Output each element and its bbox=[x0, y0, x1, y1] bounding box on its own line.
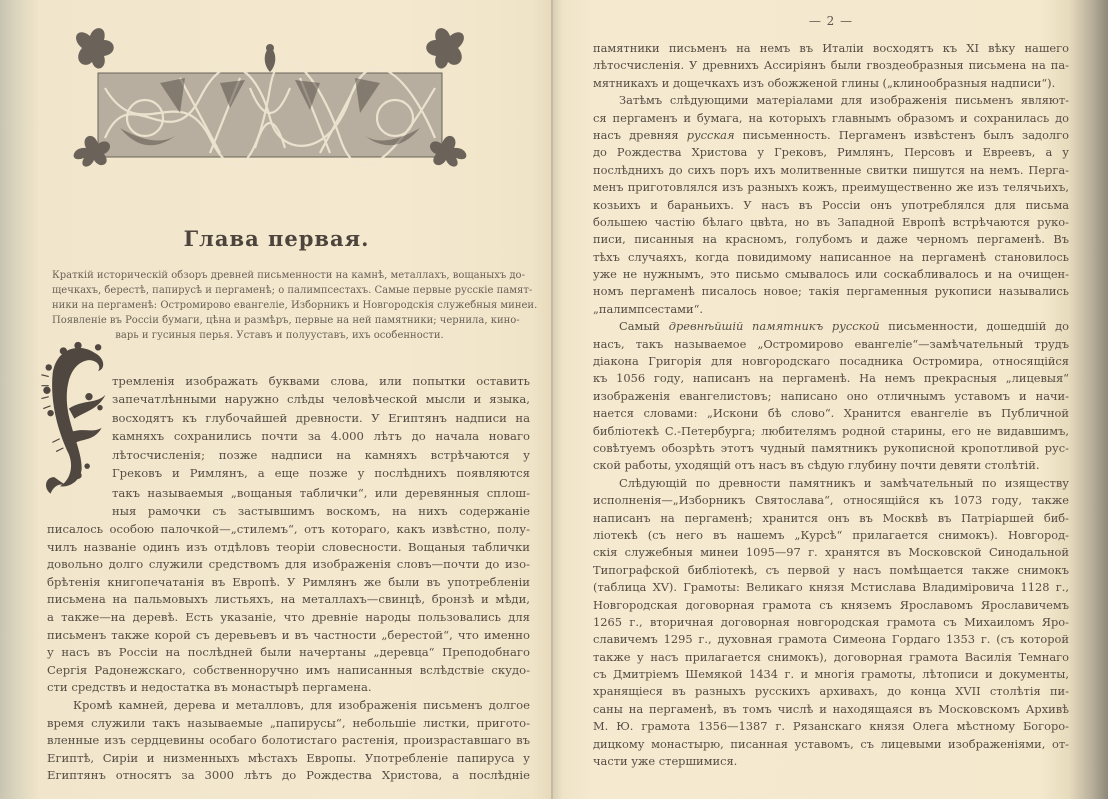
text-line: 1265 г., вторичная договорная новгородская грамота съ Михаиломъ Яро- bbox=[593, 614, 1069, 629]
text-line: сти средствъ и недостатка въ монастырѣ пергамена. bbox=[47, 680, 372, 695]
text-line: довольно долго служили средствомъ для изображенія словъ—почти до изо- bbox=[47, 557, 530, 572]
text-line: тѣхъ случаяхъ, когда повидимому написанное на пергаменѣ становилось bbox=[593, 249, 1069, 264]
text-line: такъ называемыя „вощаныя таблички“, или деревянныя сплош- bbox=[112, 486, 530, 500]
text-line: Типографской библіотекѣ, съ первой у насъ помѣщается также снимокъ bbox=[593, 562, 1069, 577]
text-line: тремленія изображать буквами слова, или попытки оставить bbox=[112, 374, 530, 388]
summary-line: Появленіе въ Россіи бумаги, цѣна и размѣръ, первые на ней памятники; чернила, кино- bbox=[52, 315, 520, 326]
text-line: нается словами: „Искони бѣ слово“. Хранится евангеліе въ Публичной bbox=[593, 406, 1069, 421]
body-text bbox=[47, 521, 530, 785]
text-line: восходятъ къ глубочайшей древности. У Египтянъ надписи на bbox=[112, 410, 530, 425]
text-line: ліотекѣ (съ него въ нашемъ „Курсѣ“ прилагается снимокъ). Новгород- bbox=[593, 527, 1069, 542]
text-line: библіотекѣ С.-Петербурга; любителямъ родной старины, его не видавшимъ, bbox=[593, 423, 1069, 438]
text-line: номъ пергаменѣ писалось новое; такія пергаменныя рукописи назывались bbox=[593, 284, 1069, 299]
text-line: лѣтосчисленія. У древнихъ Ассиріянъ были гвоздеобразныя письмена на па- bbox=[593, 58, 1069, 73]
text-line: вленные изъ сердцевины особаго болотистаго растенія, произраставшаго въ bbox=[47, 733, 530, 748]
text-line: діакона Григорія для новгородскаго посадника Остромира, относящійся bbox=[593, 354, 1069, 369]
text-line: части уже стершимися. bbox=[593, 754, 738, 769]
text-line: исполненія—„Изборникъ Святослава“, относящійся къ 1073 году, также bbox=[593, 493, 1069, 508]
text-line: дицкому монастырю, писанная уставомъ, съ лицевыми изображеніями, от- bbox=[593, 736, 1069, 751]
text-line: менъ приготовлялся изъ разныхъ кожъ, преимущественно же изъ телячьихъ, bbox=[593, 180, 1069, 195]
text-line: Новгородская договорная грамота съ княземъ Ярославомъ Ярославичемъ bbox=[593, 597, 1069, 612]
text-line: Грековъ и Римлянъ, а еще позже у послѣднихъ появляются bbox=[112, 465, 530, 480]
text-line: до Рождества Христова у Грековъ, Римлянъ, Персовъ и Евреевъ, а у bbox=[593, 145, 1069, 160]
text-line: Кромѣ камней, дерева и металловъ, для изображенія письменъ долгое bbox=[73, 697, 530, 712]
text-line: козьихъ и бараньихъ. У насъ въ Россіи онъ употреблялся для письма bbox=[593, 197, 1069, 212]
text-line: мятникахъ и дощечкахъ изъ обожженой глины („клинообразныя надписи“). bbox=[593, 75, 1056, 90]
body-text-indented-2 bbox=[112, 484, 530, 521]
text-line: написанъ на пергаменѣ; хранится онъ въ Москвѣ въ Патріаршей биб- bbox=[593, 510, 1069, 525]
emphasis-text: древнѣйшій памятникъ русской bbox=[668, 319, 880, 334]
chapter-title: Глава первая. bbox=[183, 226, 370, 251]
summary-line: варь и гусиныя перья. Уставъ и полууставъ, ихъ особенности. bbox=[115, 330, 444, 341]
left-page bbox=[0, 0, 553, 799]
text-line: уже не нужнымъ, это письмо смывалось или соскабливалось и на очищен- bbox=[593, 267, 1069, 282]
text-line: насъ, такъ называемое „Остромирово евангеліе“—замѣчательный трудъ bbox=[593, 336, 1069, 351]
text-line: камняхъ сохранились почти за 4.000 лѣтъ до начала новаго bbox=[112, 429, 530, 444]
text-line: изображенія евангелистовъ; написано оно отличнымъ уставомъ и начи- bbox=[593, 388, 1069, 403]
text-line: насъ древняя русская письменность. Пергаменъ извѣстенъ былъ задолго bbox=[593, 127, 1069, 142]
text-line: писалось особою палочкой—„стилемъ“, отъ котораго, какъ извѣстно, полу- bbox=[47, 522, 530, 536]
summary-line: ники на пергаменѣ: Остромирово евангеліе, Изборникъ и Новгородскія служебныя минеи. bbox=[52, 300, 538, 311]
text-line: время служили такъ называемые „папирусы“, небольшіе листки, пригото- bbox=[47, 715, 530, 730]
chapter-summary bbox=[52, 268, 538, 343]
text-line: къ 1056 году, написанъ на пергаменѣ. На немъ прекрасныя „лицевыя“ bbox=[593, 371, 1069, 386]
text-line: (таблица XV). Грамоты: Великаго князя Мстислава Владиміровича 1128 г., bbox=[593, 580, 1069, 595]
text-line: славичемъ 1295 г., духовная грамота Симеона Гордаго 1353 г. (съ которой bbox=[593, 632, 1069, 647]
text-line: послѣднихъ до сихъ поръ ихъ молитвенные свитки пишутся на немъ. Перга- bbox=[593, 162, 1069, 177]
text-line: съ Дмитріемъ Шемякой 1434 г. и многія грамоты, лѣтописи и документы, bbox=[593, 667, 1069, 682]
text-line: скія служебныя минеи 1095—97 г. хранятся въ Московской Синодальной bbox=[593, 545, 1069, 560]
right-page bbox=[553, 0, 1108, 799]
page-number: — 2 — bbox=[808, 14, 854, 28]
text-line: ныя рамочки съ застывшимъ воскомъ, на нихъ содержаніе bbox=[112, 504, 530, 519]
text-line: „палимпсестами“. bbox=[593, 301, 704, 316]
summary-line: щечкахъ, берестѣ, папирусѣ и пергаменѣ; о палимпсестахъ. Самые первые русскіе памят- bbox=[52, 285, 533, 296]
text-line: Египтянъ относятъ за 3000 лѣтъ до Рождества Христова, а послѣдніе bbox=[47, 768, 530, 783]
decorated-initial-icon bbox=[38, 340, 118, 500]
body-text-indented bbox=[112, 372, 530, 482]
text-line: Самый древнѣйшій памятникъ русской письменности, дошедшій до bbox=[619, 319, 1069, 334]
text-line: чилъ названіе одинъ изъ отдѣловъ теоріи словесности. Вощаныя таблички bbox=[47, 539, 530, 554]
summary-line: Краткій историческій обзоръ древней письменности на камнѣ, металлахъ, вощаныхъ до- bbox=[52, 270, 525, 281]
text-line: ся пергаменъ и бумага, на которыхъ главнымъ образомъ и сохранилась до bbox=[593, 110, 1069, 125]
text-line: М. Ю. грамота 1356—1387 г. Рязанскаго князя Олега мѣстному Богоро- bbox=[593, 719, 1069, 734]
text-line: Затѣмъ слѣдующими матеріалами для изображенія письменъ являют- bbox=[619, 93, 1069, 108]
text-line: совѣтуемъ обозрѣть этотъ чудный памятникъ рукописной кропотливой рус- bbox=[593, 440, 1069, 455]
text-line: а также—на деревѣ. Есть указаніе, что древніе народы пользовались для bbox=[47, 609, 530, 624]
text-line: памятники письменъ на немъ въ Италіи восходятъ къ XI вѣку нашего bbox=[593, 41, 1069, 55]
emphasis-text: русская bbox=[686, 127, 735, 142]
right-body-text bbox=[593, 40, 1069, 770]
text-line: хранящіеся въ разныхъ русскихъ архивахъ, до конца XVII столѣтія пи- bbox=[593, 684, 1069, 699]
text-line: ской работы, уходящій отъ насъ въ сѣдую глубину почти девяти столѣтій. bbox=[593, 458, 1040, 473]
text-line: письменъ также корой съ деревьевъ и въ частности „берестой“, что именно bbox=[47, 627, 530, 642]
text-line: Слѣдующій по древности памятникъ и замѣчательный по изяществу bbox=[619, 475, 1069, 490]
text-line: саны на пергаменѣ, въ томъ числѣ и находящаяся въ Московскомъ Архивѣ bbox=[593, 701, 1069, 716]
text-line: большею частію бѣлаго цвѣта, но въ Западной Европѣ встрѣчаются руко- bbox=[593, 214, 1069, 229]
text-line: лѣтосчисленія; позже надписи на камняхъ встрѣчаются у bbox=[112, 447, 530, 462]
text-line: также у насъ прилагается снимокъ), договорная грамота Василія Темнаго bbox=[593, 649, 1069, 664]
text-line: Египтѣ, Сиріи и низменныхъ мѣстахъ Европы. Употребленіе папируса у bbox=[47, 750, 530, 765]
text-line: писи, писанныя на красномъ, голубомъ и даже черномъ пергаменѣ. Въ bbox=[593, 232, 1069, 247]
text-line: запечатлѣнными наружно слѣды человѣческой мысли и языка, bbox=[112, 392, 530, 407]
text-line: Сергія Радонежскаго, собственноручно имъ написанныя вслѣдствіе скудо- bbox=[47, 662, 530, 677]
text-line: брѣтенія книгопечатанія въ Европѣ. У Римлянъ же были въ употребленіи bbox=[47, 574, 530, 589]
text-line: письмена на пальмовыхъ листьяхъ, на металлахъ—свинцѣ, бронзѣ и мѣди, bbox=[47, 592, 530, 607]
interlace-headpiece-ornament-icon bbox=[60, 18, 480, 168]
text-line: у насъ въ Россіи на послѣдней были начертаны „деревца“ Преподобнаго bbox=[47, 645, 530, 660]
